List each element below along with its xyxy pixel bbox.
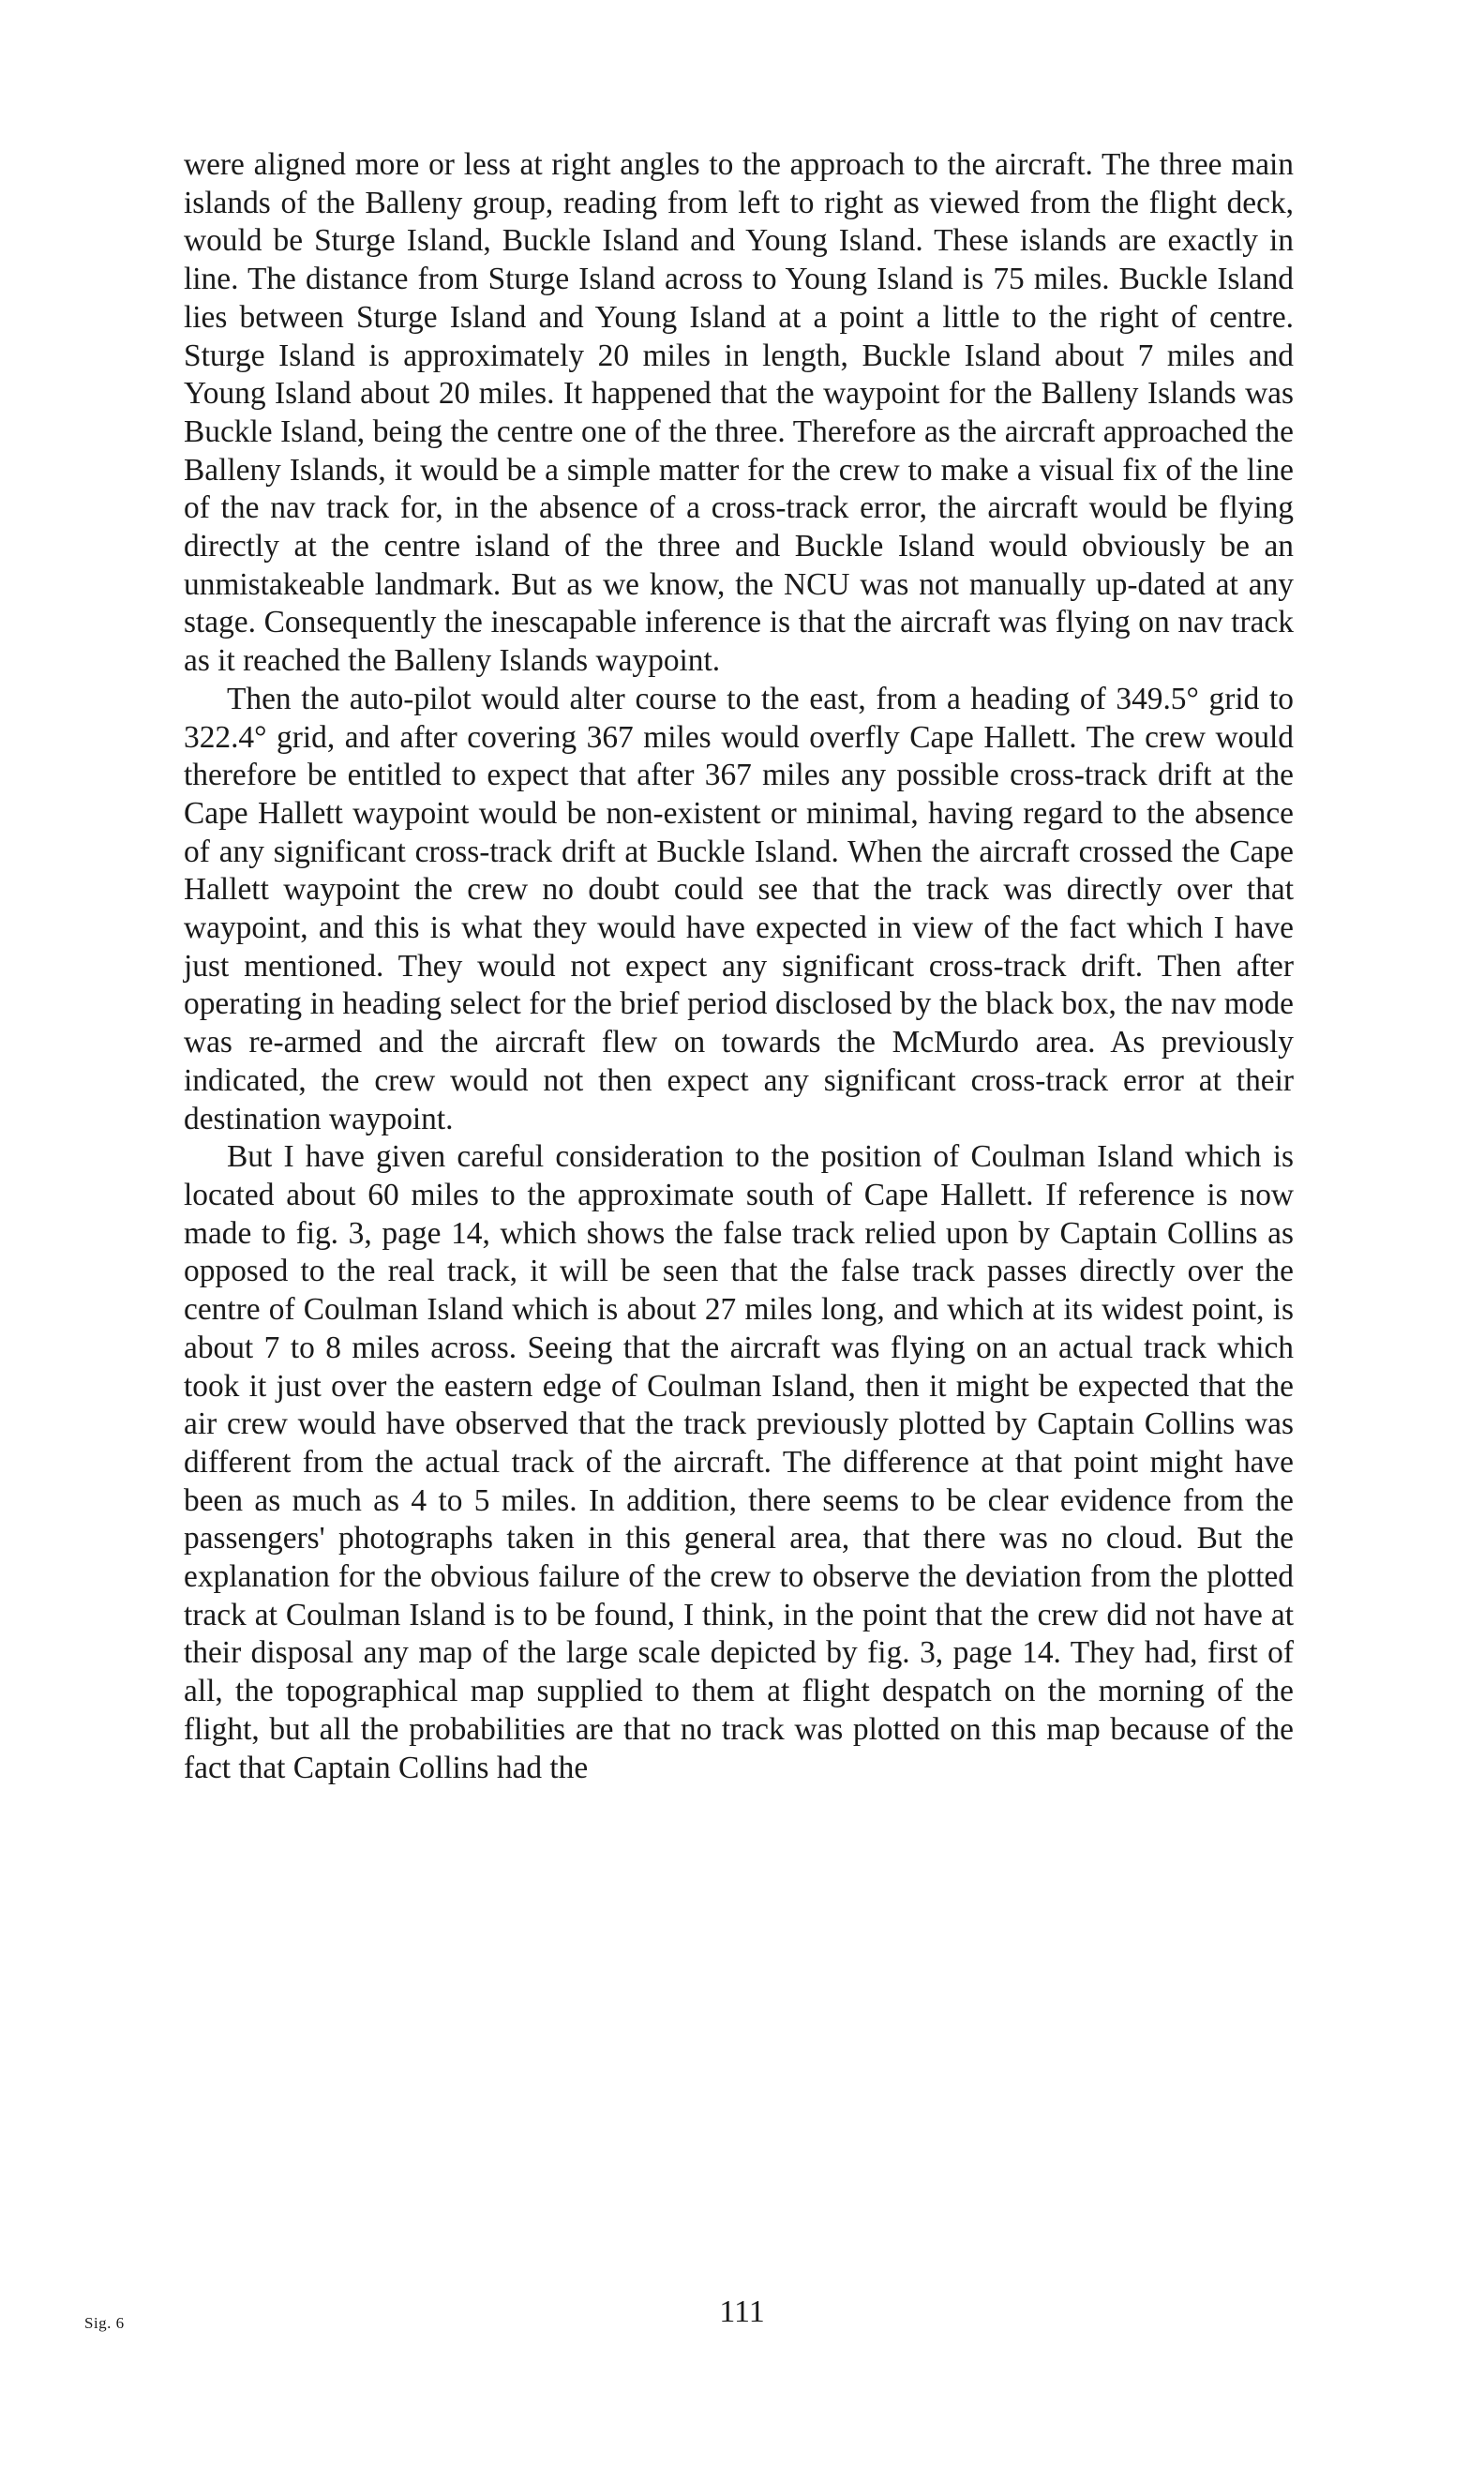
page-number: 111: [719, 2294, 765, 2329]
signature-mark: Sig. 6: [84, 2314, 125, 2332]
paragraph-1: were aligned more or less at right angles to the approach to the aircraft. The three main islands of the Balleny group, reading from left to right as viewed from the flight deck, would be Sturge Island, Buckle Island and Young Island. These islands are exactly in line. The distance from Sturge Island across to Young Island is 75 miles. Buckle Island lies between Sturge Island and Young Island at a point a little to the right of centre. Sturge Island is approximately 20 miles in length, Buckle Island about 7 miles and Young Island about 20 miles. It happened that the waypoint for the Balleny Islands was Buckle Island, being the centre one of the three. Therefore as the aircraft approached the Balleny Islands, it would be a simple matter for the crew to make a visual fix of the line of the nav track for, in the absence of a cross-track error, the aircraft would be flying directly at the centre island of the three and Buckle Island would obviously be an unmistakeable landmark. But as we know, the NCU was not manually up-dated at any stage. Consequently the inescapable inference is that the aircraft was flying on nav track as it reached the Balleny Islands waypoint.: [184, 147, 1294, 679]
body-text: [184, 146, 1294, 1787]
paragraph-3: But I have given careful consideration to the position of Coulman Island which is located about 60 miles to the approximate south of Cape Hallett. If reference is now made to fig. 3, page 14, which shows the false track relied upon by Captain Collins as opposed to the real track, it will be seen that the false track passes directly over the centre of Coulman Island which is about 27 miles long, and which at its widest point, is about 7 to 8 miles across. Seeing that the aircraft was flying on an actual track which took it just over the eastern edge of Coulman Island, then it might be expected that the air crew would have observed that the track previously plotted by Captain Collins was different from the actual track of the aircraft. The difference at that point might have been as much as 4 to 5 miles. In addition, there seems to be clear evidence from the passengers' photographs taken in this general area, that there was no cloud. But the explanation for the obvious failure of the crew to observe the deviation from the plotted track at Coulman Island is to be found, I think, in the point that the crew did not have at their disposal any map of the large scale depicted by fig. 3, page 14. They had, first of all, the topographical map supplied to them at flight despatch on the morning of the flight, but all the probabilities are that no track was plotted on this map because of the fact that Captain Collins had the: [184, 1139, 1294, 1785]
paragraph-2: Then the auto-pilot would alter course to the east, from a heading of 349.5° grid to 322.4° grid, and after covering 367 miles would overfly Cape Hallett. The crew would therefore be entitled to expect that after 367 miles any possible cross-track drift at the Cape Hallett waypoint would be non-existent or minimal, having regard to the absence of any significant cross-track drift at Buckle Island. When the aircraft crossed the Cape Hallett waypoint the crew no doubt could see that the track was directly over that waypoint, and this is what they would have expected in view of the fact which I have just mentioned. They would not expect any significant cross-track drift. Then after operating in heading select for the brief period disclosed by the black box, the nav mode was re-armed and the aircraft flew on towards the McMurdo area. As previously indicated, the crew would not then expect any significant cross-track error at their destination waypoint.: [184, 681, 1294, 1136]
